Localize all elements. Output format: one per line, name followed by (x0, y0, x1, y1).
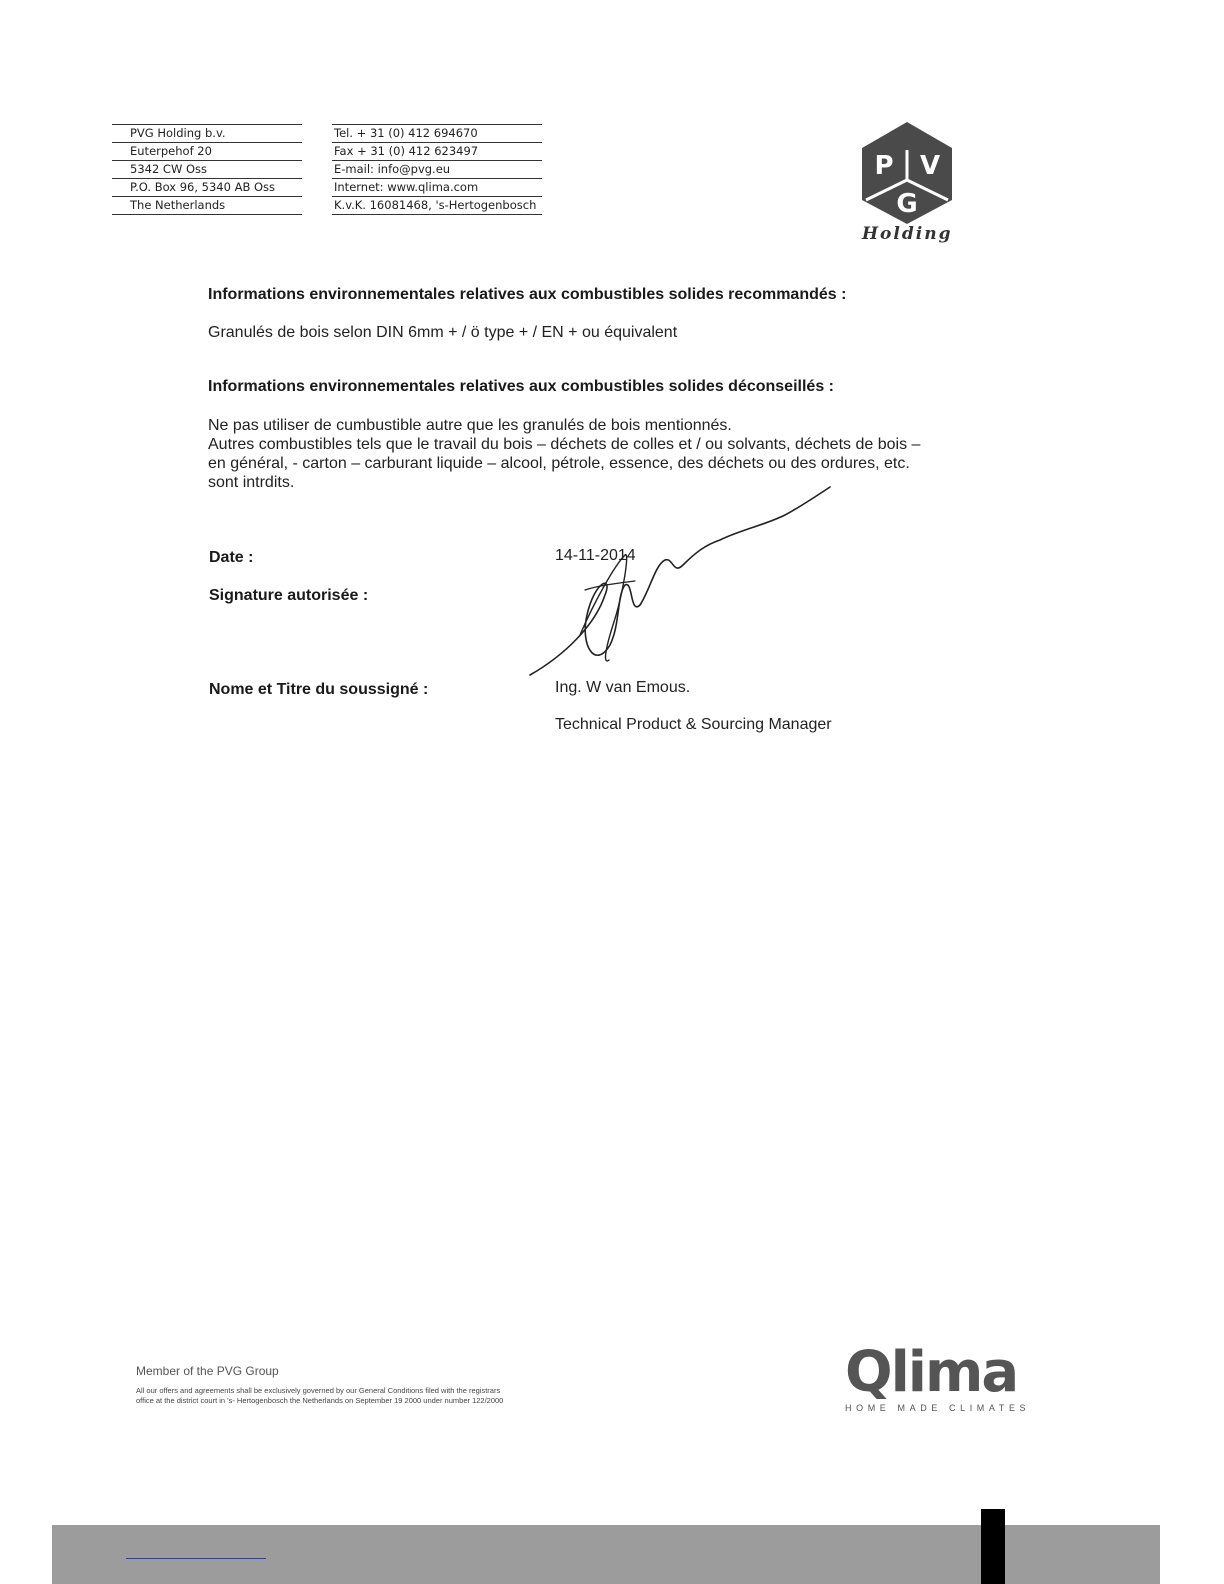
address-line: PVG Holding b.v. (112, 124, 302, 142)
discouraged-heading: Informations environnementales relatives aux combustibles solides déconseillés : (208, 378, 834, 395)
divider (332, 214, 542, 215)
footer-link[interactable] (126, 1558, 266, 1559)
address-line: 5342 CW Oss (112, 160, 302, 178)
recommended-heading: Informations environnementales relatives aux combustibles solides recommandés : (208, 286, 847, 303)
page-marker (981, 1509, 1005, 1584)
logo-letter: G (896, 189, 918, 219)
brand-tagline: HOME MADE CLIMATES (845, 1403, 1031, 1413)
contact-website: Internet: www.qlima.com (332, 178, 542, 196)
address-line: Euterpehof 20 (112, 142, 302, 160)
recommended-text: Granulés de bois selon DIN 6mm + / ö type + / EN + ou équivalent (208, 324, 678, 341)
brand-name: Qlima (845, 1340, 1018, 1405)
handwritten-signature (525, 485, 835, 685)
date-label: Date : (209, 549, 254, 566)
divider (112, 214, 302, 215)
logo-letter: P (874, 151, 894, 181)
qlima-logo (845, 1340, 1031, 1413)
signer-name: Ing. W van Emous. (555, 679, 691, 696)
name-label: Nome et Titre du soussigné : (209, 681, 429, 698)
contact-email: E-mail: info@pvg.eu (332, 160, 542, 178)
signer-title: Technical Product & Sourcing Manager (555, 716, 832, 733)
pvg-hexagon-icon (852, 120, 962, 225)
logo-letter: V (919, 151, 941, 181)
footer-legal (136, 1386, 576, 1406)
contact-block (332, 124, 542, 215)
contact-phone: Tel. + 31 (0) 412 694670 (332, 124, 542, 142)
contact-fax: Fax + 31 (0) 412 623497 (332, 142, 542, 160)
legal-line: All our offers and agreements shall be exclusively governed by our General Conditions filed with the registrars (136, 1386, 501, 1395)
discouraged-paragraph (208, 416, 920, 492)
paragraph-line: en général, - carton – carburant liquide – alcool, pétrole, essence, des déchets ou des ordures, etc. (208, 455, 910, 472)
legal-line: office at the district court in 's- Hertogenbosch the Netherlands on September 19 2000 under number 122/2000 (136, 1396, 504, 1405)
date-value: 14-11-2014 (555, 547, 636, 564)
address-line: The Netherlands (112, 196, 302, 214)
signature-label: Signature autorisée : (209, 587, 369, 604)
address-line: P.O. Box 96, 5340 AB Oss (112, 178, 302, 196)
contact-kvk: K.v.K. 16081468, 's-Hertogenbosch (332, 196, 542, 214)
pvg-holding-logo (852, 120, 962, 250)
paragraph-line: Ne pas utiliser de cumbustible autre que les granulés de bois mentionnés. (208, 417, 732, 434)
logo-subtitle: Holding (862, 224, 953, 244)
paragraph-line: Autres combustibles tels que le travail du bois – déchets de colles et / ou solvants, déchets de bois – (208, 436, 921, 453)
footer-member: Member of the PVG Group (136, 1364, 279, 1378)
paragraph-line: sont intrdits. (208, 474, 295, 491)
address-block (112, 124, 302, 215)
